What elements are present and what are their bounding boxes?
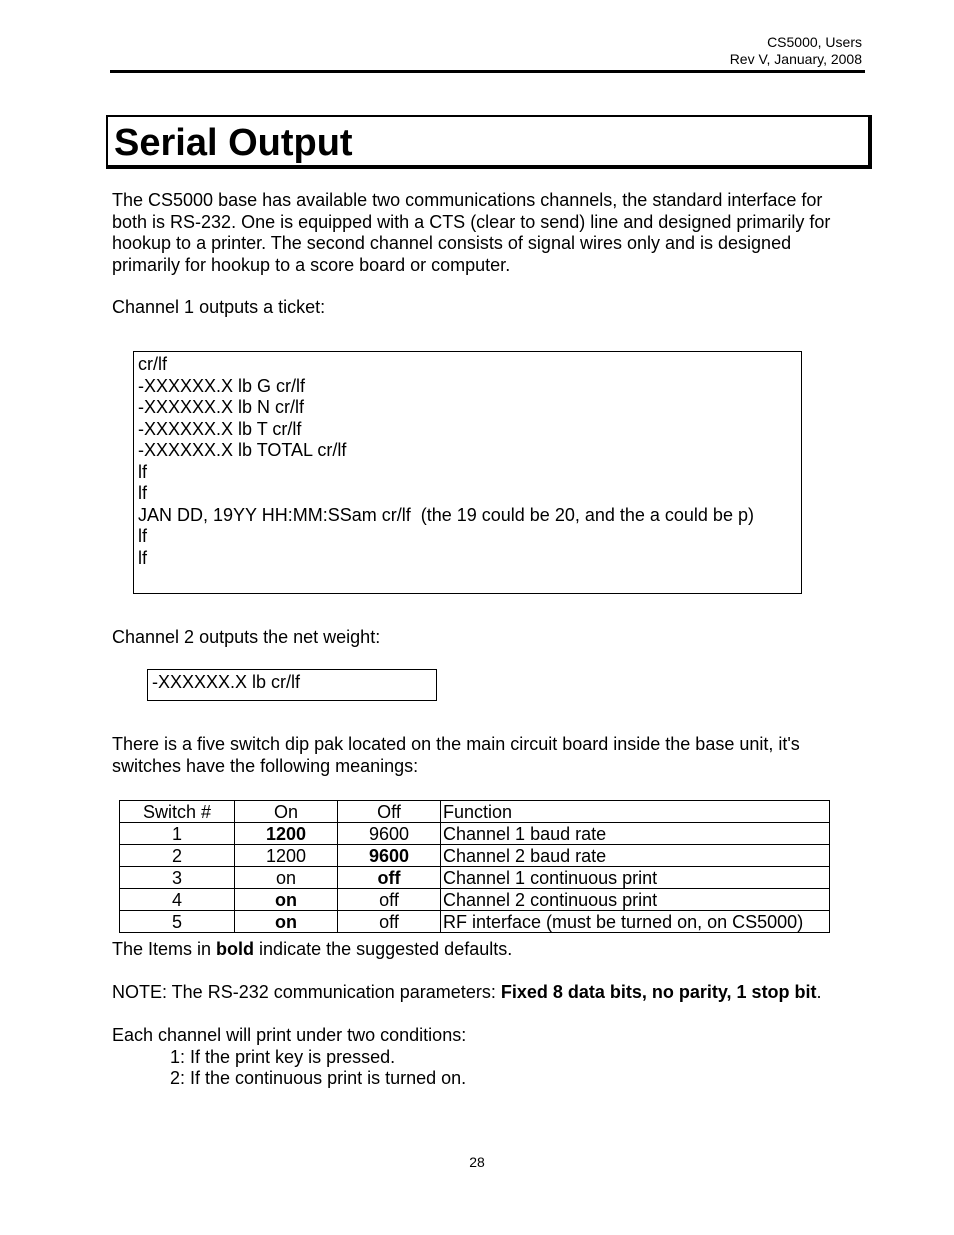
rs232-note-pre: NOTE: The RS-232 communication parameters: (112, 982, 501, 1002)
table-row (120, 911, 830, 933)
header-rule (110, 70, 865, 73)
defaults-note (112, 939, 512, 961)
ticket-line: lf (138, 526, 147, 546)
table-header-cell: On (235, 801, 338, 823)
defaults-note-pre: The Items in (112, 939, 217, 959)
table-cell: 1200 (235, 845, 338, 867)
channel2-label: Channel 2 outputs the net weight: (112, 627, 381, 647)
ticket-line: -XXXXXX.X lb N cr/lf (138, 397, 305, 417)
table-row (120, 867, 830, 889)
header-revision: Rev V, January, 2008 (729, 51, 862, 67)
table-cell: 2 (120, 845, 235, 867)
ticket-line: -XXXXXX.X lb TOTAL cr/lf (138, 440, 347, 460)
table-cell: 4 (120, 889, 235, 911)
conditions-intro: Each channel will print under two conditions: (112, 1025, 467, 1045)
ticket-line: -XXXXXX.X lb T cr/lf (138, 418, 302, 439)
header-doc-title: CS5000, Users (767, 34, 862, 50)
table-row (120, 889, 830, 911)
dip-intro-paragraph: There is a five switch dip pak located on the main circuit board inside the base unit, it's switches have the following meanings: (112, 734, 800, 776)
rs232-note (112, 982, 822, 1004)
page-number: 28 (469, 1154, 485, 1170)
table-cell: 1 (120, 823, 235, 845)
table-cell: 9600 (338, 823, 441, 845)
table-cell: off (338, 867, 441, 889)
ticket-line: lf (138, 483, 147, 503)
table-cell: on (235, 889, 338, 911)
table-cell: off (338, 889, 441, 911)
table-header-row (120, 801, 830, 823)
rs232-note-bold: Fixed 8 data bits, no parity, 1 stop bit (500, 982, 817, 1002)
table-cell: Channel 2 continuous print (441, 889, 830, 911)
ticket-line: JAN DD, 19YY HH:MM:SSam cr/lf (the 19 could be 20, and the a could be p) (138, 504, 754, 525)
intro-paragraph: The CS5000 base has available two communications channels, the standard interface for both is RS-232. One is equipped with a CTS (clear to send) line and designed primarily for hookup to a printer. The second channel consists of signal wires only and is designed primarily for hookup to a score board or computer. (112, 190, 831, 275)
table-header-cell: Function (441, 801, 830, 823)
condition-item: 1: If the print key is pressed. (170, 1047, 396, 1067)
table-cell: 1200 (235, 823, 338, 845)
table-row (120, 823, 830, 845)
table-cell: Channel 1 baud rate (441, 823, 830, 845)
defaults-note-post: indicate the suggested defaults. (254, 939, 513, 959)
table-cell: 9600 (338, 845, 441, 867)
rs232-note-post: . (816, 982, 822, 1002)
net-weight-format-box (147, 669, 437, 701)
ticket-line: -XXXXXX.X lb G cr/lf (138, 375, 306, 396)
section-title-box (106, 115, 872, 169)
ticket-format-box (133, 351, 802, 594)
table-cell: Channel 1 continuous print (441, 867, 830, 889)
table-cell: off (338, 911, 441, 933)
ticket-line: cr/lf (138, 354, 167, 374)
table-cell: 3 (120, 867, 235, 889)
table-cell: on (235, 911, 338, 933)
ticket-line: lf (138, 461, 147, 482)
defaults-note-bold: bold (216, 939, 255, 959)
table-cell: on (235, 867, 338, 889)
table-cell: 5 (120, 911, 235, 933)
switch-table (119, 800, 830, 933)
table-cell: Channel 2 baud rate (441, 845, 830, 867)
net-weight-line: -XXXXXX.X lb cr/lf (152, 672, 301, 692)
page-header (730, 34, 862, 68)
channel1-label: Channel 1 outputs a ticket: (112, 297, 326, 317)
table-header-cell: Off (338, 801, 441, 823)
ticket-line: lf (138, 547, 147, 568)
table-header-cell: Switch # (120, 801, 235, 823)
table-cell: RF interface (must be turned on, on CS5000) (441, 911, 830, 933)
table-row (120, 845, 830, 867)
section-title: Serial Output (114, 122, 353, 164)
condition-item: 2: If the continuous print is turned on. (170, 1068, 467, 1088)
